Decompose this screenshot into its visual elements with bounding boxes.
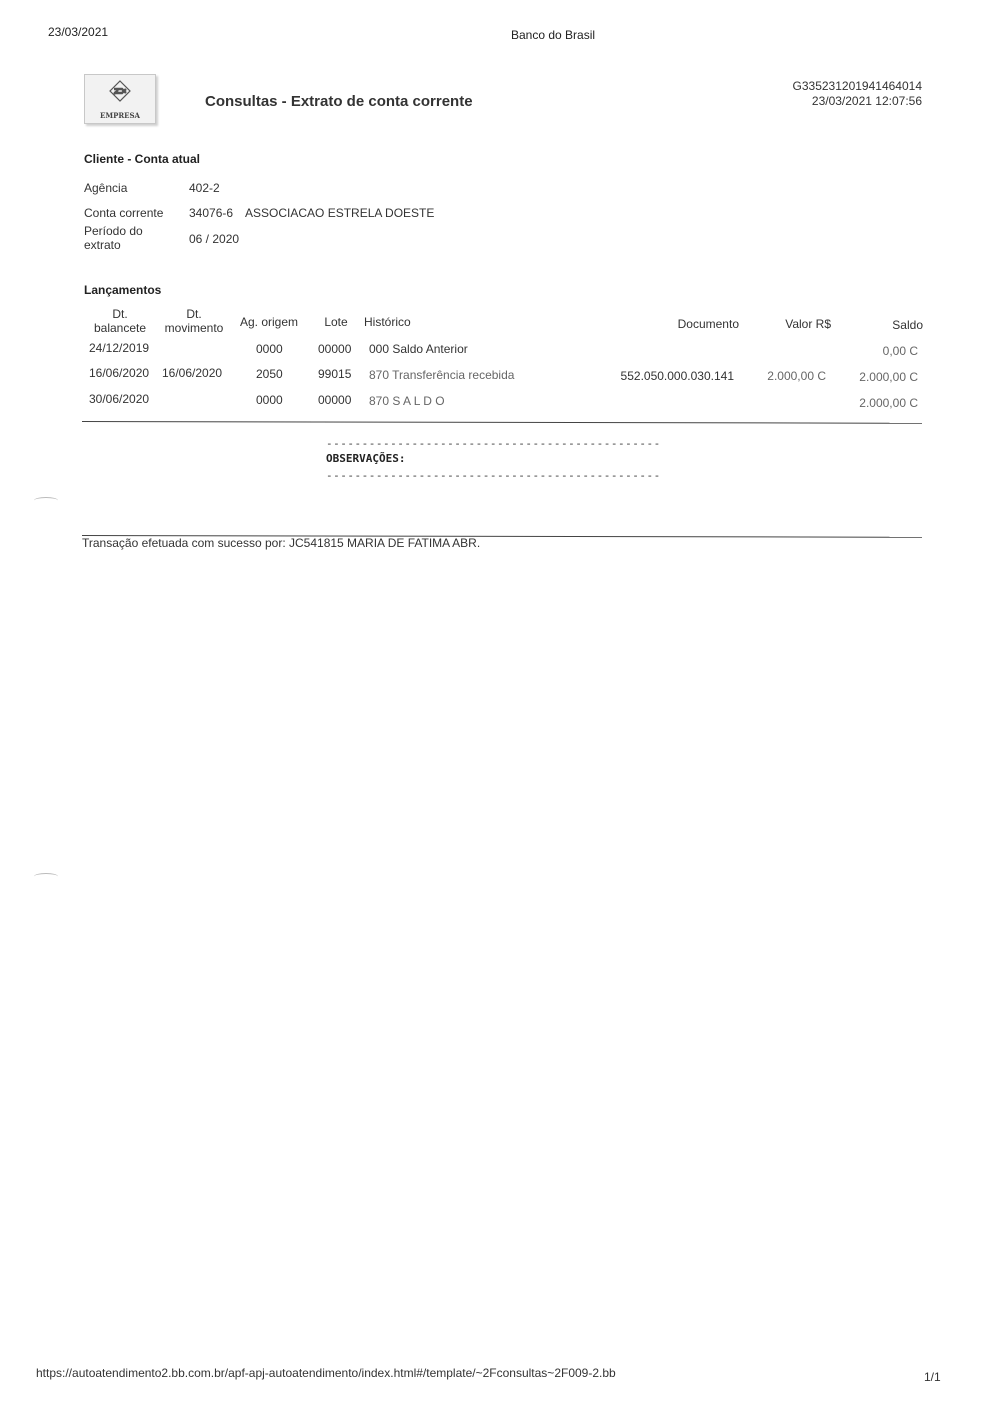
col-header-dt-balancete bbox=[88, 307, 152, 335]
conta-value: 34076-6 bbox=[189, 206, 234, 220]
periodo-label-line2: extrato bbox=[84, 238, 121, 252]
cell-dt-balancete: 30/06/2020 bbox=[89, 392, 150, 406]
lancamentos-section-title: Lançamentos bbox=[84, 283, 162, 297]
cell-historico: 870 S A L D O bbox=[369, 394, 445, 408]
col-header-text: balancete bbox=[93, 321, 147, 335]
bank-logo bbox=[84, 74, 156, 124]
print-url: https://autoatendimento2.bb.com.br/apf-apj-autoatendimento/index.html#/template/~2Fconsultas~2F009-2.bb bbox=[36, 1366, 616, 1380]
table-bottom-rule bbox=[82, 421, 922, 424]
col-header-historico: Histórico bbox=[364, 315, 411, 329]
cell-ag-origem: 0000 bbox=[256, 393, 283, 407]
page-title: Consultas - Extrato de conta corrente bbox=[205, 93, 473, 110]
cell-dt-balancete: 16/06/2020 bbox=[89, 366, 150, 380]
bank-name: Banco do Brasil bbox=[511, 28, 596, 42]
punch-hole-mark bbox=[34, 497, 58, 504]
cell-saldo: 2.000,00 C bbox=[859, 370, 918, 384]
conta-holder-name: ASSOCIACAO ESTRELA DOESTE bbox=[245, 206, 435, 220]
cell-valor: 2.000,00 C bbox=[767, 369, 826, 383]
col-header-saldo: Saldo bbox=[892, 318, 923, 332]
observacoes-bottom-dashes: ----------------------------------------------- bbox=[326, 469, 661, 482]
col-header-text: movimento bbox=[164, 321, 224, 335]
bb-logo-icon bbox=[107, 79, 133, 105]
client-section-title: Cliente - Conta atual bbox=[84, 152, 201, 166]
cell-lote: 00000 bbox=[318, 342, 352, 356]
cell-documento: 552.050.000.030.141 bbox=[620, 369, 734, 383]
cell-dt-movimento: 16/06/2020 bbox=[162, 366, 223, 380]
cell-saldo: 2.000,00 C bbox=[859, 396, 918, 410]
col-header-lote: Lote bbox=[324, 315, 348, 329]
observacoes-top-dashes: ----------------------------------------------- bbox=[326, 437, 661, 450]
cell-historico: 870 Transferência recebida bbox=[369, 368, 515, 382]
document-code: G335231201941464014 bbox=[792, 79, 922, 93]
print-date: 23/03/2021 bbox=[48, 25, 109, 39]
cell-ag-origem: 2050 bbox=[256, 367, 283, 381]
document-meta bbox=[793, 79, 922, 109]
col-header-documento: Documento bbox=[677, 317, 739, 331]
punch-hole-mark bbox=[34, 873, 58, 880]
col-header-dt-movimento bbox=[160, 307, 228, 335]
observacoes-label: OBSERVAÇÕES: bbox=[326, 452, 406, 465]
periodo-label bbox=[84, 224, 143, 252]
periodo-value: 06 / 2020 bbox=[189, 232, 240, 246]
agencia-label: Agência bbox=[84, 181, 128, 195]
transaction-status: Transação efetuada com sucesso por: JC541815 MARIA DE FATIMA ABR. bbox=[82, 536, 481, 550]
conta-label: Conta corrente bbox=[84, 206, 164, 220]
logo-caption: EMPRESA bbox=[100, 111, 140, 120]
cell-saldo: 0,00 C bbox=[882, 344, 918, 358]
cell-lote: 99015 bbox=[318, 367, 352, 381]
cell-ag-origem: 0000 bbox=[256, 342, 283, 356]
col-header-valor: Valor R$ bbox=[785, 317, 831, 331]
cell-dt-balancete: 24/12/2019 bbox=[89, 341, 150, 355]
page-number: 1/1 bbox=[924, 1370, 941, 1384]
col-header-text: Dt. bbox=[186, 307, 202, 321]
document-datetime: 23/03/2021 12:07:56 bbox=[811, 94, 922, 108]
col-header-ag-origem: Ag. origem bbox=[239, 315, 299, 329]
col-header-text: Dt. bbox=[112, 307, 128, 321]
cell-historico: 000 Saldo Anterior bbox=[369, 342, 468, 356]
agencia-value: 402-2 bbox=[189, 181, 220, 195]
cell-lote: 00000 bbox=[318, 393, 352, 407]
periodo-label-line1: Período do bbox=[84, 224, 143, 238]
